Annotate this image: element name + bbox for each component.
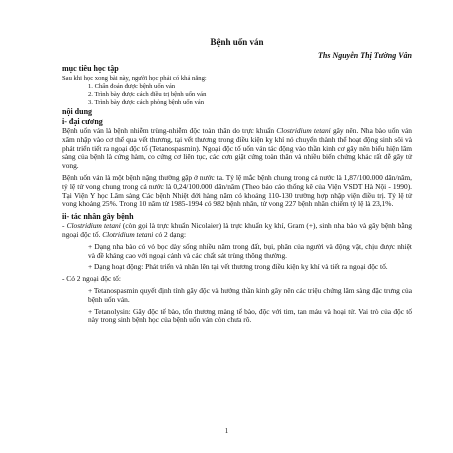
- paragraph-toxins: - Có 2 ngoại độc tố:: [62, 274, 121, 284]
- objectives-list: [62, 83, 412, 107]
- organism-name: Clotridium tetani: [102, 229, 154, 239]
- objective-item: 1. Chẩn đoán được bệnh uốn ván: [88, 83, 176, 90]
- objective-item: 3. Trình bày được cách phòng bệnh uốn ván: [88, 99, 205, 106]
- paragraph-overview: Bệnh uốn ván là bệnh nhiễm trùng-nhiễm độc toàn thân do trực khuẩn Clostridium tetani gây nên. Nha bào uốn ván xâm nhập vào cơ thể qua vết thương, tại vết thương trong điều kiện kỵ khí nó chuyển thành thể hoạt động sinh sôi và phát triển tiết ra ngoại độc tố (Tetanospasmin). Ngoại độc tố uốn ván tác động vào thần kinh cơ gây nên biểu hiện lâm sàng của bệnh là cứng hàm, co cứng cơ liên tục, các cơn giật cứng toàn thân và nhiều biến chứng khác rất dễ gây tử vong.: [62, 126, 412, 171]
- section-heading-pathogen: ii- tác nhân gây bệnh: [62, 212, 134, 222]
- objective-item: 2. Trình bày được cách điều trị bệnh uốn ván: [88, 91, 207, 98]
- content-heading: nội dung: [62, 107, 93, 116]
- organism-name: Clostridium tetani: [276, 126, 331, 135]
- page-number: 1: [224, 427, 229, 435]
- paragraph-tetanolysin: + Tetanolysin: Gây độc tế bào, tổn thương màng tế bào, độc với tim, tan máu và hoại tử. Vai trò của độc tố này trong sinh bệnh học của bệnh uốn ván còn chưa rõ.: [88, 306, 412, 325]
- paragraph-active-form: + Dạng hoạt động: Phát triển và nhân lên tại vết thương trong điều kiện kỵ khí và tiết ra ngoại độc tố.: [88, 262, 388, 272]
- paragraph-spore-form: + Dạng nha bào có vỏ bọc dày sống nhiều năm trong đất, bụi, phân của người và động vật, chịu được nhiệt và đề kháng cao với ngoại cảnh và các chất sát trùng thông thường.: [88, 241, 412, 260]
- document-author: Ths Nguyễn Thị Tường Vân: [318, 51, 412, 60]
- section-heading-general: i- đại cương: [62, 117, 103, 126]
- paragraph-pathogen: - Clostridium tetani (còn gọi là trực khuẩn Nicolaier) là trực khuẩn kỵ khí, Gram (+), sinh nha bào và gây bệnh bằng ngoại độc tố. Clotridium tetani có 2 dạng:: [62, 221, 413, 239]
- objectives-heading: mục tiêu học tập: [62, 64, 119, 73]
- organism-name: Clostridium tetani: [66, 221, 121, 231]
- paragraph-epidemiology: Bệnh uốn ván là một bệnh nặng thường gặp ở nước ta. Tỷ lệ mắc bệnh chung trong cả nước là 1,87/100.000 dân/năm, tỷ lệ tử vong chung trong cả nước là 0,24/100.000 dân/năm (Theo báo cáo thống kê của Viện VSDT Hà Nội - 1990). Tại Viện Y học Lâm sàng Các bệnh Nhiệt đới hàng năm có khoảng 110-130 trường hợp nhập viện điều trị. Tỷ lệ tử vong khoảng 25%. Trong 10 năm từ 1985-1994 có 982 bệnh nhân, tử vong 227 bệnh nhân chiếm tỷ lệ là 23,1%.: [62, 172, 412, 209]
- document-title: Bệnh uốn ván: [210, 37, 264, 47]
- paragraph-tetanospasmin: + Tetanospasmin quyết định tính gây độc và hướng thần kinh gây nên các triệu chứng lâm sàng đặc trưng của bệnh uốn ván.: [88, 285, 412, 304]
- objectives-intro: Sau khi học xong bài này, người học phải có khả năng:: [62, 75, 207, 82]
